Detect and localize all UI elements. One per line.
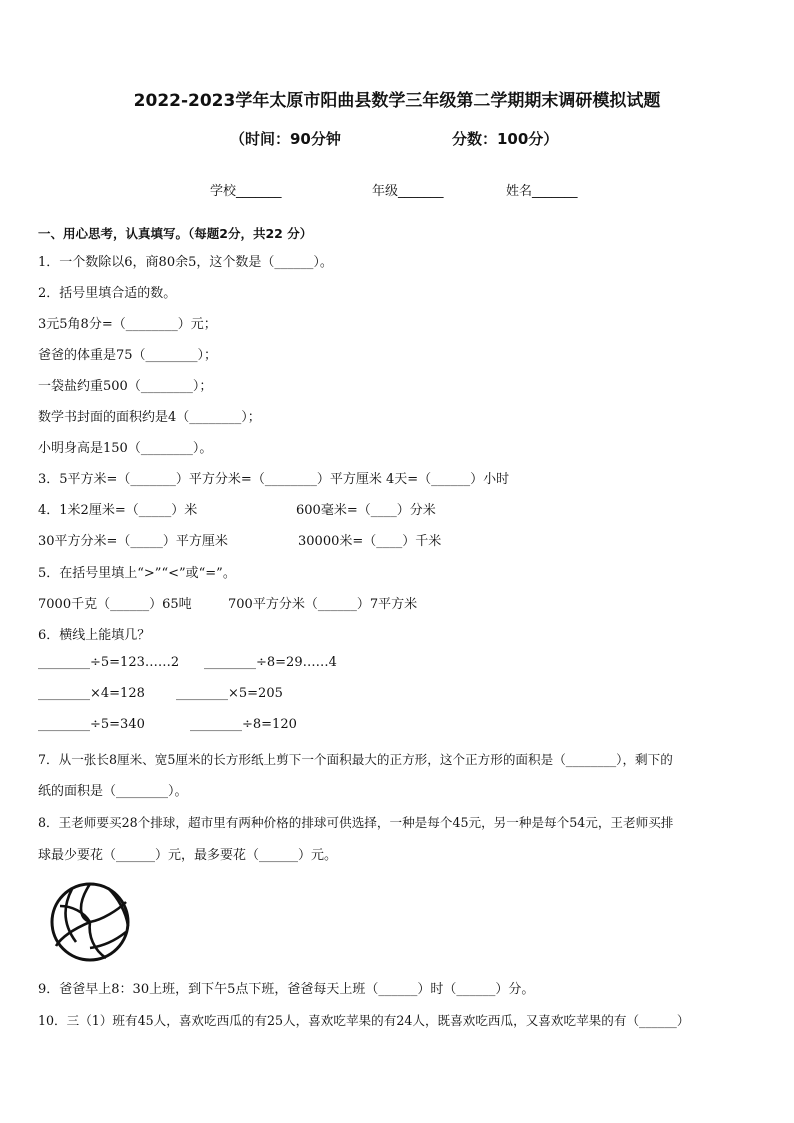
- question-6-part: ________×5=205: [176, 686, 283, 701]
- question-2-line: 一袋盐约重500（________）；: [38, 379, 213, 394]
- question-2-line: 小明身高是150（________）。: [38, 441, 213, 456]
- section-heading: 一、用心思考，认真填写。（每题2分，共22 分）: [38, 226, 313, 241]
- question-4-part: 30平方分米=（_____）平方厘米: [38, 534, 228, 549]
- question-6-part: ________÷8=29……4: [204, 655, 337, 670]
- question-6-part: ________÷5=340: [38, 717, 145, 732]
- question-5-stem: 5．在括号里填上“>”“<”或“=”。: [38, 566, 236, 581]
- question-1: 1．一个数除以6，商80余5，这个数是（______）。: [38, 255, 333, 270]
- question-8-line: 球最少要花（______）元，最多要花（______）元。: [38, 848, 338, 863]
- question-3: 3．5平方米=（_______）平方分米=（________）平方厘米 4天=（______）小时: [38, 472, 510, 487]
- question-6-part: ________×4=128: [38, 686, 145, 701]
- question-7-line: 7．从一张长8厘米、宽5厘米的长方形纸上剪下一个面积最大的正方形，这个正方形的面积是（________），剩下的: [38, 752, 673, 767]
- question-6-stem: 6．横线上能填几？: [38, 628, 151, 643]
- question-4-part: 4．1米2厘米=（_____）米: [38, 503, 198, 518]
- question-4-part: 600毫米=（____）分米: [296, 503, 436, 518]
- total-score: 分数：100分）: [452, 130, 559, 148]
- question-2-line: 3元5角8分=（________）元；: [38, 317, 217, 332]
- question-2-stem: 2．括号里填合适的数。: [38, 286, 177, 301]
- question-7-line: 纸的面积是（________）。: [38, 784, 188, 799]
- name-field: 姓名_______: [506, 184, 578, 199]
- question-4-part: 30000米=（____）千米: [298, 534, 442, 549]
- question-10: 10．三（1）班有45人，喜欢吃西瓜的有25人，喜欢吃苹果的有24人，既喜欢吃西瓜，又喜欢吃苹果的有（______）: [38, 1013, 690, 1028]
- question-6-part: ________÷8=120: [190, 717, 297, 732]
- question-9: 9．爸爸早上8：30上班，到下午5点下班，爸爸每天上班（______）时（______）分。: [38, 982, 535, 997]
- question-5-part: 700平方分米（______）7平方米: [228, 597, 418, 612]
- time-limit: （时间：90分钟: [230, 130, 341, 148]
- volleyball-image: [48, 880, 132, 964]
- question-2-line: 数学书封面的面积约是4（________）；: [38, 410, 261, 425]
- grade-field: 年级_______: [372, 184, 444, 199]
- question-5-part: 7000千克（______）65吨: [38, 597, 192, 612]
- question-2-line: 爸爸的体重是75（________）；: [38, 348, 218, 363]
- exam-title: 2022-2023学年太原市阳曲县数学三年级第二学期期末调研模拟试题: [133, 91, 661, 111]
- question-6-part: ________÷5=123……2: [38, 655, 180, 670]
- school-field: 学校_______: [210, 184, 282, 199]
- question-8-line: 8．王老师要买28个排球，超市里有两种价格的排球可供选择，一种是每个45元，另一种是每个54元，王老师买排: [38, 815, 674, 830]
